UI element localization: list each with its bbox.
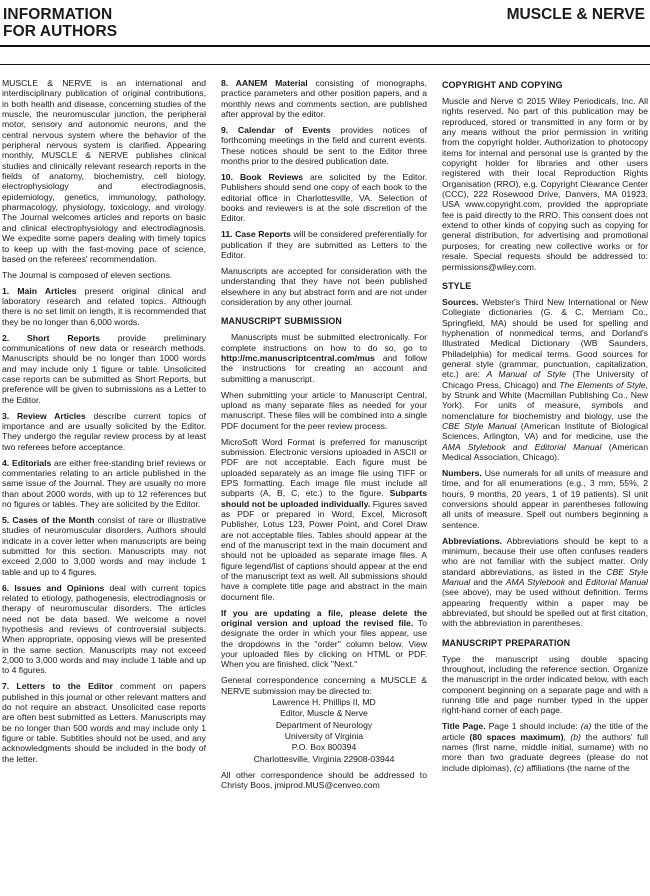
heading-copyright: COPYRIGHT AND COPYING bbox=[442, 80, 563, 90]
section-text: describe current topics of importance and are usually solicited by the Editor. They undergo the regular review process by at least two referees before acceptance. bbox=[2, 410, 206, 452]
section-text: are either free-standing brief reviews or commentaries relating to an article published in the same issue of the Journal. They are usually no more than about 2000 words, with up to 12 references but no figures or tables. They are solicited by the Editor. bbox=[2, 457, 206, 510]
article-body bbox=[0, 78, 650, 896]
style-text: and bbox=[565, 576, 586, 587]
masthead bbox=[0, 0, 650, 74]
address-city: Charlottesville, Virginia 22908-03944 bbox=[253, 753, 395, 764]
list-marker: (b) bbox=[570, 731, 581, 742]
address-po-box: P.O. Box 800394 bbox=[291, 742, 357, 753]
submission-paragraph-1 bbox=[221, 332, 427, 384]
heading-manuscript-submission: MANUSCRIPT SUBMISSION bbox=[221, 316, 342, 327]
address-name: Lawrence H. Phillips II, MD bbox=[272, 696, 376, 707]
section-review-articles bbox=[2, 411, 206, 452]
section-heading: 1. Main Articles bbox=[2, 285, 77, 296]
prep-text: the authors' full names (first name, middle initial, surname) with no more than two graduate degrees (please do not include diplomas), bbox=[442, 731, 648, 773]
address-university: University of Virginia bbox=[284, 731, 364, 741]
heading-style: STYLE bbox=[442, 280, 472, 291]
subsection-heading: Abbreviations. bbox=[442, 535, 502, 546]
book-title: The Elements of Style bbox=[559, 379, 646, 390]
correspondence-intro: General correspondence concerning a MUSCLE & NERVE submission may be directed to: bbox=[221, 675, 427, 696]
column-3 bbox=[442, 78, 648, 896]
style-text: , by Strunk and White (Macmillan Publishing Co., New York). For units of measure, symbols and nomenclature for biochemistry and biology, use the bbox=[442, 379, 648, 421]
section-heading: 10. Book Reviews bbox=[221, 171, 303, 182]
section-text: comment on papers published in this journal or other relevant matters and do not require an abstract. Unsolicited case reports are often best submitted as Letters. Manuscripts may be no longer than 500 words and may include only 1 figure or table. Subtitles should not be used, and any acknowledgments should be included in the body of the letter. bbox=[2, 681, 206, 764]
book-title: AMA Stylebook and Editorial Manual bbox=[442, 441, 602, 452]
list-marker: (c) bbox=[513, 762, 524, 773]
style-text: Abbreviations should be kept to a minimum, because their use often confuses readers who are not familiar with the subject matter. Only standard abbreviations, as listed in the bbox=[442, 535, 648, 577]
prep-text: , bbox=[563, 731, 571, 742]
acceptance-paragraph: Manuscripts are accepted for consideration with the understanding that they have not been published elsewhere in any but abstract form and are not under consideration by any other journal. bbox=[221, 265, 427, 307]
section-heading: 5. Cases of the Month bbox=[2, 514, 95, 525]
prep-text: Page 1 should include: bbox=[485, 721, 581, 732]
header-rule-top bbox=[0, 45, 650, 47]
list-marker: (a) bbox=[580, 721, 592, 732]
style-text: and the bbox=[470, 576, 506, 587]
book-title: A Manual of Style bbox=[486, 369, 566, 380]
book-title: CBE Style Manual bbox=[442, 420, 517, 431]
section-heading: 8. AANEM Material bbox=[221, 78, 308, 88]
submission-paragraph-2: When submitting your article to Manuscript Central, upload as many separate files as needed for your manuscript. These files will be combined into a single PDF document for the peer review process. bbox=[221, 389, 427, 431]
column-1 bbox=[2, 78, 206, 896]
book-title: AMA Stylebook bbox=[505, 576, 566, 587]
submission-text: To designate the order in which your files appear, use the dropdowns in the ''order'' column below. View your uploaded files by clicking on HTML or PDF. When you are finished, click ''Next.'' bbox=[221, 617, 427, 670]
section-issues-and-opinions bbox=[2, 583, 206, 676]
book-title: CBE Style Manual bbox=[442, 566, 648, 587]
book-title: Editorial Manual bbox=[585, 576, 648, 587]
section-text: deal with current topics related to etiology, pathogenesis, electrodiagnosis or therapy of neuromuscular disorders. The articles need not be data based. We welcome a novel hypothesis and reviews of controversial subjects. When appropriate, opposing views will be presented in the same section. Manuscripts may not exceed 2,000 to 3,000 words and may include 1 table and up to 4 figures. bbox=[2, 582, 206, 676]
address-role: Editor, Muscle & Nerve bbox=[280, 708, 368, 719]
section-heading: 9. Calendar of Events bbox=[221, 124, 331, 135]
copyright-paragraph: Muscle and Nerve © 2015 Wiley Periodicals, Inc. All rights reserved. No part of this publication may be reproduced, stored or transmitted in any form or by any means without the prior permission in writing from the copyright holder. Authorization to photocopy items for internal and personal use is granted by the copyright holder for libraries and other users registered with their local Reproduction Rights Organisation (RRO), e.g. Copyright Clearance Center (CCC), 222 Rosewood Drive, Danvers, MA 01923, USA www.copyright.com, provided the appropriate fee is paid directly to the RRO. This consent does not extend to other kinds of copying such as copying for general distribution, for advertising and promotional purposes, for creating new collective works or for resale. Special requests should be addressed to: permissions@wiley.com. bbox=[442, 96, 648, 272]
section-book-reviews bbox=[221, 172, 427, 224]
style-abbreviations bbox=[442, 536, 648, 629]
header-rule-bottom bbox=[0, 64, 650, 65]
section-text: provide preliminary communications of new data or research methods. Manuscripts should be no longer than 1000 words and may include only 1 figure or table. Unsolicited case reports can be submitted as Short Reports, but preference will be given to submissions as a Letter to the Editor. bbox=[2, 332, 206, 405]
section-calendar-of-events bbox=[221, 125, 427, 166]
submission-paragraph-4 bbox=[221, 608, 427, 670]
prep-emphasis: (80 spaces maximum) bbox=[469, 731, 564, 742]
style-text: Webster's Third New International or New Collegiate dictionaries (G. & C. Merriam Co., Springfield, MA) should be used for spelling and hyphenation of nonmedical terms, and Dorland's Illustrated Medical Dictionary (WB Saunders, Philadelphia) for medical terms. Good sources for general style (grammar, punctuation, capitalization, etc.) are: bbox=[442, 296, 648, 380]
section-heading: 3. Review Articles bbox=[2, 410, 86, 421]
style-text: (American Institute of Biological Sciences, Arlington, VA) and for medicine, use the bbox=[442, 420, 648, 442]
prep-text: the title of the article bbox=[442, 721, 648, 742]
submission-link[interactable]: http://mc.manuscriptcentral.com/mus bbox=[221, 352, 375, 363]
section-heading: 4. Editorials bbox=[2, 457, 52, 468]
section-text: are solicited by the Editor. Publishers should send one copy of each book to the editorial office in Charlottesville, VA. Selection of books and reviewers is at the sole discretion of the Editor. bbox=[221, 171, 427, 224]
style-sources bbox=[442, 297, 648, 463]
style-numbers bbox=[442, 468, 648, 530]
journal-name: MUSCLE & NERVE bbox=[506, 6, 645, 23]
style-text: (see above), may be used without definition. Terms appearing frequently within a paper may be abbreviated, but should be spelled out at first citation, with the abbreviation in parentheses. bbox=[442, 587, 648, 629]
column-2 bbox=[221, 78, 427, 896]
section-main-articles bbox=[2, 286, 206, 327]
section-letters-to-the-editor bbox=[2, 681, 206, 764]
intro-paragraph: MUSCLE & NERVE is an international and interdisciplinary publication of original contributions, in both health and disease, concerning studies of the muscle, the neuromuscular junction, the peripheral motor, sensory and autonomic neurons, and the central nervous system where the behavior of the peripheral nervous system is clarified. Appearing monthly, MUSCLE & NERVE publishes clinical studies and clinically relevant research reports in the fields of anatomy, biochemistry, cell biology, electrophysiology and electrodiagnosis, epidemiology, genetics, immunology, pathology, pharmacology, physiology, toxicology, and virology. The Journal welcomes articles and reports on basic and clinical electrophysiology and electrodiagnosis. We expedite some papers dealing with timely topics to keep up with the fast-moving pace of science, based on the referees' recommendation. bbox=[2, 78, 206, 264]
prep-text: affiliations (the name of the bbox=[523, 762, 630, 773]
section-heading: 6. Issues and Opinions bbox=[2, 582, 105, 593]
section-text: will be considered preferentially for publication if they are submitted as Letters to the Editor. bbox=[221, 229, 427, 260]
style-text: (American Medical Association, Chicago). bbox=[442, 441, 648, 462]
subsection-heading: Numbers. bbox=[442, 467, 482, 478]
sections-intro: The Journal is composed of eleven sections. bbox=[2, 269, 173, 280]
style-text: (The University of Chicago Press, Chicago) and bbox=[442, 369, 648, 390]
other-correspondence: All other correspondence should be addressed to Christy Boos, jmiprod.MUS@cenveo.com bbox=[221, 769, 427, 790]
submission-paragraph-3 bbox=[221, 437, 427, 603]
preparation-paragraph: Type the manuscript using double spacing throughout, including the reference section. Organize the manuscript in the order indicated below, with each component beginning on a separate page and with a running title and page number typed in the upper right-hand corner of each page. bbox=[442, 653, 648, 716]
style-text: Use numerals for all units of measure and time, and for all enumerations (e.g., 3 mm, 55%, 2 hours, 9 months, 20 years, 1 of 19 patients). SI unit conversions should appear in parentheses following all units of measure. Spell out numbers beginning a sentence. bbox=[442, 467, 648, 530]
title-page-paragraph bbox=[442, 721, 648, 773]
submission-text: MicroSoft Word Format is preferred for manuscript submission. Electronic versions uploaded in ASCII or PDF are not acceptable. Each figure must be uploaded separately as an image file using TIFF or EPS formatting. Each image file must include all subparts (A, B, C, etc.) to the figure. bbox=[221, 436, 427, 499]
submission-text: Manuscripts must be submitted electronically. For complete instructions on how to do so, go to bbox=[221, 332, 427, 353]
subsection-heading: Title Page. bbox=[442, 721, 486, 732]
section-text: consisting of monographs, practice parameters and other position papers, and a monthly news and comments section, are published after approval by the editor. bbox=[221, 78, 427, 120]
section-heading: 7. Letters to the Editor bbox=[2, 681, 113, 692]
section-case-reports bbox=[221, 229, 427, 260]
section-cases-of-the-month bbox=[2, 515, 206, 577]
heading-manuscript-preparation: MANUSCRIPT PREPARATION bbox=[442, 637, 571, 648]
submission-emphasis: Subparts should not be uploaded individually. bbox=[221, 488, 427, 509]
section-editorials bbox=[2, 458, 206, 510]
section-text: consist of rare or illustrative studies of neuromuscular disorders. Authors should indicate in a cover letter when manuscripts are being submitted for this section. Manuscripts may not exceed 2,000 to 3,000 words and may include 1 table and up to 4 figures. bbox=[2, 514, 206, 577]
page-title-line-2: FOR AUTHORS bbox=[3, 23, 118, 40]
submission-text: Figures saved as PDF or prepared in Word, Excel, Microsoft Publisher, Lotus 123, Power Point, and Corel Draw are not acceptable files. Tables should appear at the end of the manuscript text in the main document and should not be uploaded as separate image files. A figure legend/list of captions should appear at the end of the manuscript text as well. All submissions should have a complete title page and abstract in the main document file. bbox=[221, 498, 427, 602]
section-heading: 11. Case Reports bbox=[221, 229, 291, 240]
editor-address bbox=[221, 697, 427, 764]
section-heading: 2. Short Reports bbox=[2, 332, 100, 343]
section-text: present original clinical and laboratory research and related topics. Although there is no set limit on length, it is recommended that they be no longer than 6,000 words. bbox=[2, 285, 206, 327]
address-department: Department of Neurology bbox=[275, 719, 373, 730]
page-title-line-1: INFORMATION bbox=[3, 6, 113, 23]
section-aanem-material bbox=[221, 78, 427, 119]
section-text: provides notices of forthcoming meetings in the field and current events. These notices should be sent to the Editor three months prior to the desired publication date. bbox=[221, 124, 427, 166]
submission-text: and follow the instructions for creating an account and submitting a manuscript. bbox=[221, 352, 427, 384]
page-title bbox=[3, 6, 117, 40]
subsection-heading: Sources. bbox=[442, 296, 479, 307]
submission-emphasis: If you are updating a file, please delete the original version and upload the revised file. bbox=[221, 607, 427, 628]
section-short-reports bbox=[2, 333, 206, 405]
